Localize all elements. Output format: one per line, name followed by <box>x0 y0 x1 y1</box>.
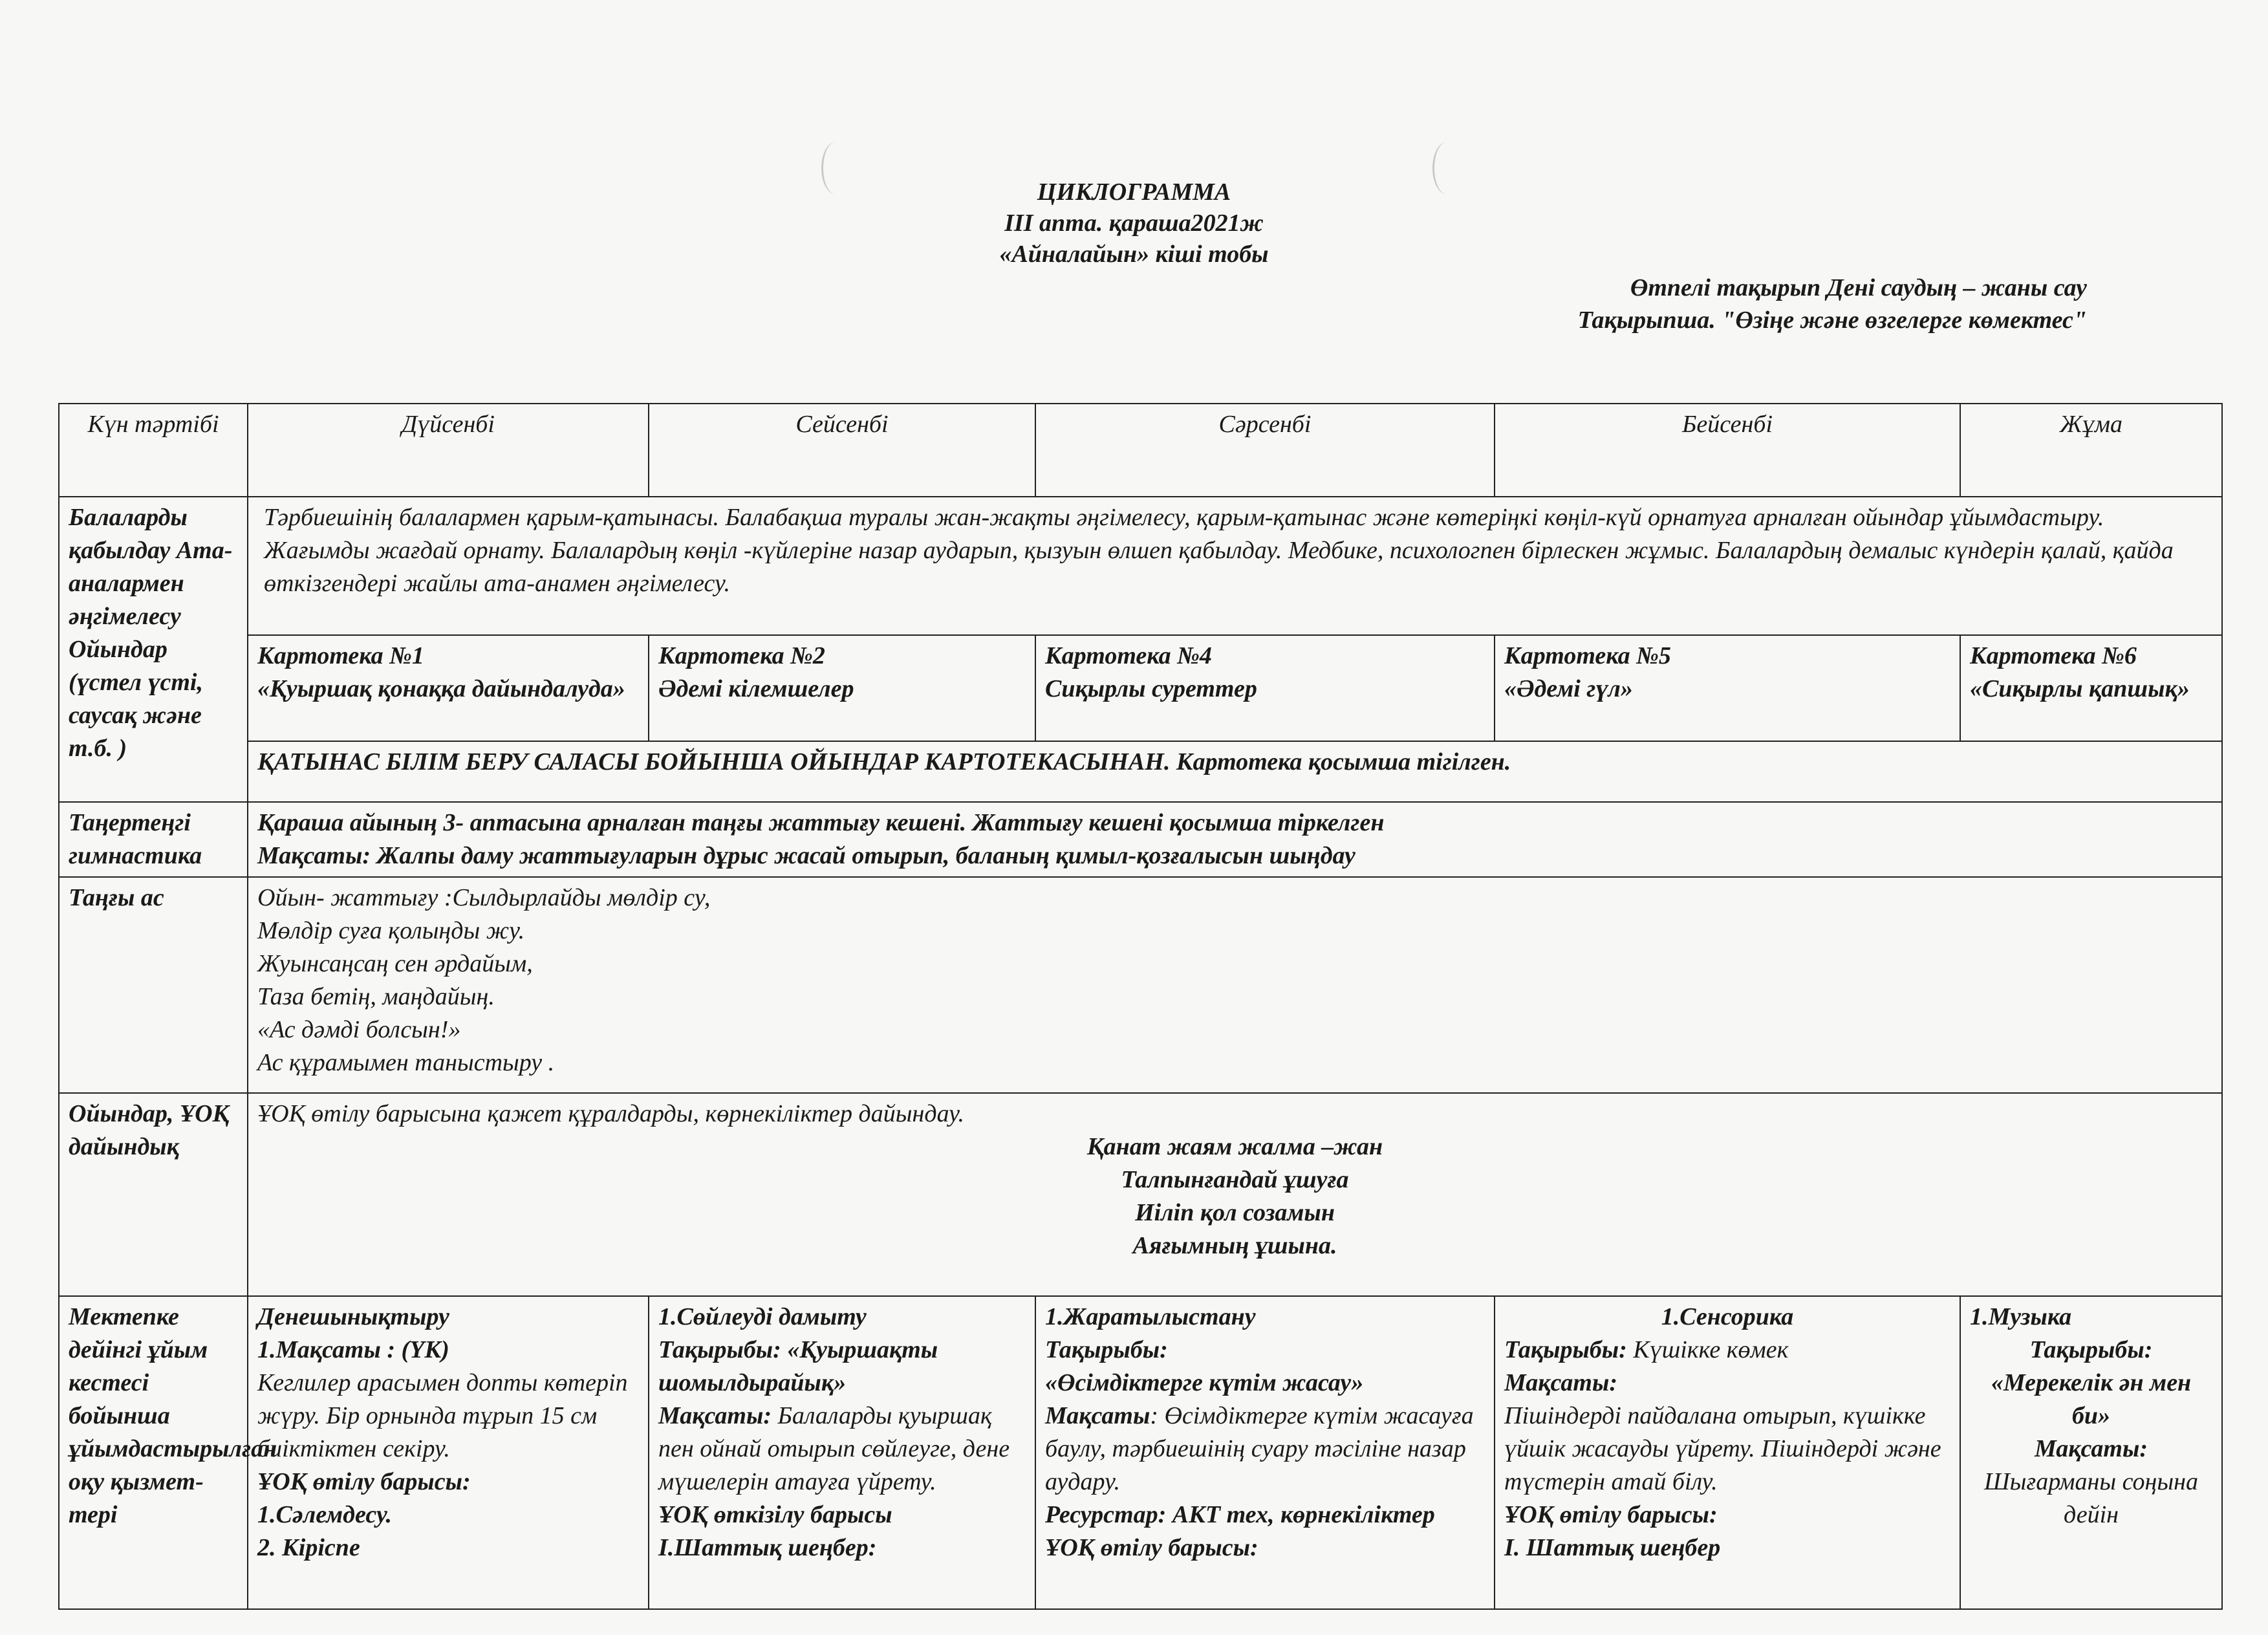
activity-topic-label: Тақырыбы: <box>2029 1336 2153 1363</box>
col-header-wednesday: Сәрсенбі <box>1035 404 1495 497</box>
col-header-monday: Дүйсенбі <box>248 404 649 497</box>
activity-topic <box>1504 1334 1950 1367</box>
reception-text: Тәрбиешінің балалармен қарым-қатынасы. Балабақша туралы жан-жақты әңгімелесу, қарым-қатынас және көтеріңкі көңіл-күй орнатуға арналған ойындар ұйымдастыру. Жағымды жағдай орнату. Балалардың көңіл -күйлеріне назар аударып, қызуын өлшеп қабылдау. Медбике, психологпен бірлескен жұмыс. Балалардың демалыс күндерін қалай, қайда өткізгендері жайлы ата-анамен әңгімелесу. <box>248 497 2222 635</box>
activity-topic-text: Күшікке көмек <box>1626 1336 1789 1363</box>
activity-goal-text <box>658 1400 1026 1499</box>
activity-goal-body: Балаларды қуыршақ пен ойнай отырып сөйлеуге, дене мүшелерін атауға үйрету. <box>658 1402 1010 1495</box>
prep-text <box>248 1093 2222 1296</box>
breakfast-text <box>248 877 2222 1093</box>
activity-subject: 1.Жаратылыстану <box>1045 1303 1256 1330</box>
activity-goal-text: Пішіндерді пайдалана отырып, күшікке үйшік жасауды үйрету. Пішіндерді және түстерін атай білу. <box>1504 1402 1941 1495</box>
activity-step: І.Шаттық шеңбер: <box>658 1534 877 1561</box>
cards-note: ҚАТЫНАС БІЛІМ БЕРУ САЛАСЫ БОЙЫНША ОЙЫНДАР КАРТОТЕКАСЫНАН. Картотека қосымша тігілген. <box>248 741 2222 802</box>
activity-process-label: ҰОҚ өтілу барысы: <box>1504 1501 1718 1528</box>
activity-process-label: ҰОҚ өтілу барысы: <box>1045 1534 1258 1561</box>
cards-note-row <box>59 741 2222 802</box>
cyclogram-table <box>58 403 2223 1610</box>
activity-goal-text: Шығарманы соңына дейін <box>1984 1468 2198 1528</box>
gym-line: Қараша айының 3- аптасына арналған таңғы жаттығу кешені. Жаттығу кешені қосымша тіркелген <box>257 809 1385 836</box>
activities-label: Мектепке дейінгі ұйым кестесі бойынша ұйымдастырылған оқу қызмет-тері <box>59 1296 248 1609</box>
breakfast-line: Жуынсаңсаң сен әрдайым, <box>257 950 533 977</box>
card-friday <box>1960 635 2222 741</box>
card-name: «Сиқырлы қапшық» <box>1970 675 2190 702</box>
activity-resources: Ресурстар: АКТ тех, көрнекіліктер <box>1045 1501 1435 1528</box>
activity-subject: Денешынықтыру <box>257 1303 449 1330</box>
card-title: Картотека №4 <box>1045 642 1212 669</box>
gym-row <box>59 802 2222 877</box>
activity-goal-body: : Өсімдіктерге күтім жасауға баулу, тәрбиешінің суару тәсіліне назар аудару. <box>1045 1402 1474 1495</box>
col-header-schedule: Күн тәртібі <box>59 404 248 497</box>
col-header-thursday: Бейсенбі <box>1495 404 1960 497</box>
col-header-tuesday: Сейсенбі <box>649 404 1035 497</box>
card-thursday <box>1495 635 1960 741</box>
prep-row <box>59 1093 2222 1296</box>
week-line: ІІІ апта. қараша2021ж <box>1004 210 1264 237</box>
reception-label: Балаларды қабылдау Ата-аналармен әңгімелесу Ойындар (үстел үсті, саусақ және т.б. ) <box>59 497 248 802</box>
group-line: «Айналайын» кіші тобы <box>999 241 1269 268</box>
poem-line: Талпынғандай ұшуға <box>1121 1166 1349 1193</box>
poem-line: Иіліп қол созамын <box>1135 1199 1335 1226</box>
card-title: Картотека №6 <box>1970 642 2137 669</box>
activity-topic-label: Тақырыбы: <box>1504 1336 1627 1363</box>
subtheme-line: Тақырыпша. "Өзіңе және өзгелерге көмектес" <box>1577 307 2087 334</box>
card-wednesday <box>1035 635 1495 741</box>
activity-topic: «Өсімдіктерге күтім жасау» <box>1045 1369 1364 1396</box>
activity-goal-label: 1.Мақсаты : (ҮК) <box>257 1336 449 1363</box>
activities-row <box>59 1296 2222 1609</box>
prep-label: Ойындар, ҰОҚ дайындық <box>59 1093 248 1296</box>
card-name: «Қуыршақ қонаққа дайындалуда» <box>257 675 625 702</box>
activity-topic-label: Тақырыбы: <box>1045 1336 1168 1363</box>
activity-step: І. Шаттық шеңбер <box>1504 1534 1721 1561</box>
activity-goal-label: Мақсаты <box>1045 1402 1150 1429</box>
col-header-friday: Жұма <box>1960 404 2222 497</box>
poem-line: Қанат жаям жалма –жан <box>1086 1133 1383 1160</box>
header-row <box>59 404 2222 497</box>
breakfast-label: Таңғы ас <box>59 877 248 1093</box>
cards-row <box>59 635 2222 741</box>
poem-line: Аяғымның ұшына. <box>1132 1232 1337 1259</box>
activity-thursday <box>1495 1296 1960 1609</box>
activity-topic: «Мерекелік ән мен би» <box>1991 1369 2192 1429</box>
breakfast-line: Мөлдір суға қолыңды жу. <box>257 917 525 944</box>
card-tuesday <box>649 635 1035 741</box>
breakfast-line: Ас құрамымен таныстыру . <box>257 1049 555 1076</box>
activity-step: 2. Кіріспе <box>257 1534 360 1561</box>
card-name: Сиқырлы суреттер <box>1045 675 1257 702</box>
card-monday <box>248 635 649 741</box>
card-name: Әдемі кілемшелер <box>658 675 854 702</box>
activity-friday <box>1960 1296 2222 1609</box>
gym-label: Таңертеңгі гимнастика <box>59 802 248 877</box>
activity-subject: 1.Музыка <box>1970 1303 2072 1330</box>
activity-goal-text: Кеглилер арасымен допты көтеріп жүру. Бір орнында тұрып 15 см биіктіктен секіру. <box>257 1369 628 1462</box>
activity-goal-label: Мақсаты: <box>658 1402 772 1429</box>
activity-process-label: ҰОҚ өткізілу барысы <box>658 1501 892 1528</box>
activity-topic: Тақырыбы: «Қуыршақты шомылдырайық» <box>658 1336 938 1396</box>
breakfast-line: Ойын- жаттығу :Сылдырлайды мөлдір су, <box>257 884 711 911</box>
activity-step: 1.Сәлемдесу. <box>257 1501 392 1528</box>
breakfast-line: «Ас дәмді болсын!» <box>257 1016 461 1043</box>
document-title: ЦИКЛОГРАММА <box>1037 179 1231 206</box>
card-title: Картотека №2 <box>658 642 825 669</box>
activity-subject: 1.Сөйлеуді дамыту <box>658 1303 867 1330</box>
prep-intro: ҰОҚ өтілу барысына қажет құралдарды, көрнекіліктер дайындау. <box>257 1100 965 1127</box>
breakfast-line: Таза бетің, маңдайың. <box>257 983 495 1010</box>
theme-line: Өтпелі тақырып Дені саудың – жаны сау <box>1630 274 2087 301</box>
card-title: Картотека №1 <box>257 642 424 669</box>
activity-tuesday <box>649 1296 1035 1609</box>
activity-subject: 1.Сенсорика <box>1661 1303 1794 1330</box>
activity-goal-label: Мақсаты: <box>2035 1435 2148 1462</box>
breakfast-row <box>59 877 2222 1093</box>
activity-process-label: ҰОҚ өтілу барысы: <box>257 1468 471 1495</box>
activity-goal-text <box>1045 1400 1485 1499</box>
gym-goal: Мақсаты: Жалпы даму жаттығуларын дұрыс жасай отырып, баланың қимыл-қозғалысын шыңдау <box>257 842 1355 869</box>
activity-goal-label: Мақсаты: <box>1504 1369 1617 1396</box>
activity-wednesday <box>1035 1296 1495 1609</box>
reception-row <box>59 497 2222 635</box>
gym-text <box>248 802 2222 877</box>
activity-monday <box>248 1296 649 1609</box>
card-name: «Әдемі гүл» <box>1504 675 1633 702</box>
card-title: Картотека №5 <box>1504 642 1671 669</box>
